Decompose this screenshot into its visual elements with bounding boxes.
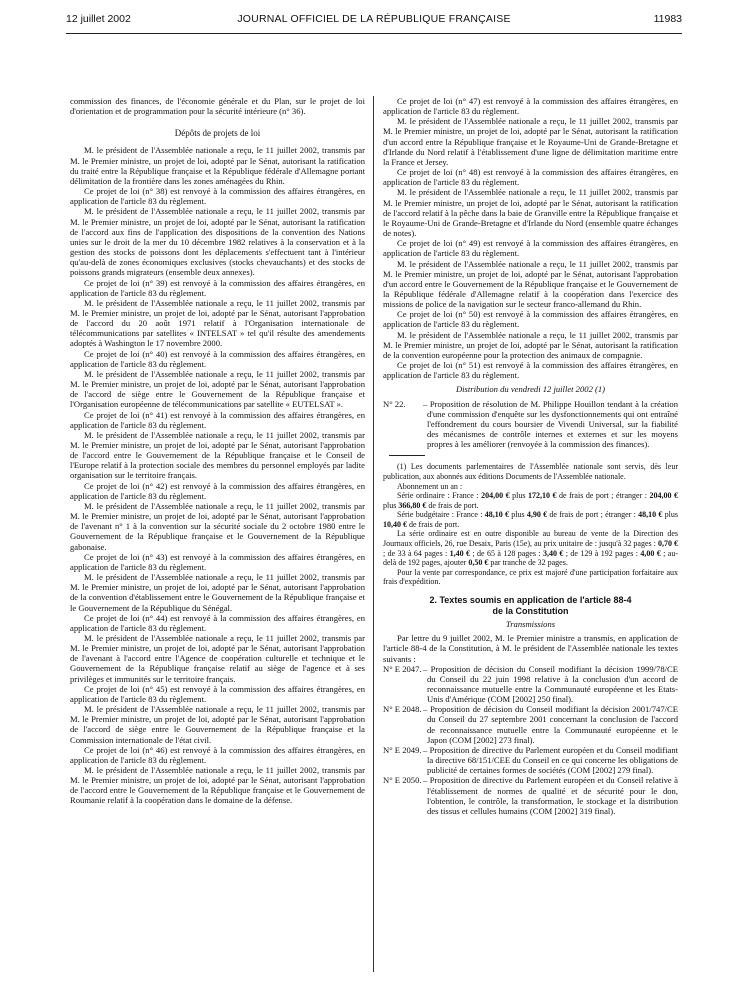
right-column: [383, 96, 678, 816]
transmissions-heading: Transmissions: [505, 619, 556, 630]
footnote-correspondance: Pour la vente par correspondance, ce prix est majoré d'une participation forfaitaire aux frais d'expédition.: [383, 567, 678, 587]
paragraph: M. le président de l'Assemblée nationale a reçu, le 11 juillet 2002, transmis par M. le Premier ministre, un projet de loi, adopté par le Sénat, autorisant la ratification d'un accord entre la République française et le Royaume-Uni de Grande-Bretagne et d'Irlande du Nord relatif à l'établissement d'une ligne de délimitation maritime entre la France et Jersey.: [383, 116, 678, 167]
footnote-serie-budgetaire: Série budgétaire : France : 48,10 € plus 4,90 € de frais de port ; étranger : 48,10 € plus 10,40 € de frais de port.: [383, 510, 678, 529]
header-date: 12 juillet 2002: [66, 13, 131, 25]
item-number: N° 22.: [383, 398, 406, 409]
footnote-text: (1) Les documents parlementaires de l'Assemblée nationale sont servis, dès leur publication, aux abonnés aux éditions Documents de l'Assemblée nationale.: [383, 462, 678, 481]
paragraph: M. le président de l'Assemblée nationale a reçu, le 11 juillet 2002, transmis par M. le Premier ministre, un projet de loi, adopté par le Sénat, autorisant l'approbation de la convention d'établissement entre le Gouvernement de la République française et le Gouvernement de la République du Sénégal.: [70, 572, 365, 613]
section-heading: Dépôts de projets de loi: [174, 128, 261, 139]
transmission-intro: Par lettre du 9 juillet 2002, M. le Premier ministre a transmis, en application de l'article 88-4 de la Constitution, à M. le président de l'Assemblée nationale les textes suivants :: [383, 633, 678, 664]
footnote-abonnement: Abonnement un an :: [397, 481, 463, 491]
paragraph: Ce projet de loi (n° 42) est renvoyé à la commission des affaires étrangères, en application de l'article 83 du règlement.: [70, 480, 365, 501]
proposition-item: [383, 399, 678, 450]
text-item: N° E 2047.– Proposition de décision du Conseil modifiant la décision 1999/78/CE du Conseil du 22 juin 1998 relative à la conclusion d'un accord de reconnaissance mutuelle entre la Communauté européenne et les Etats-Unis d'Amérique (COM [2002] 250 final).: [383, 663, 678, 705]
intro-paragraph: commission des finances, de l'économie générale et du Plan, sur le projet de loi d'orientation et de programmation pour la sécurité intérieure (n° 36).: [70, 96, 365, 117]
footnote-rule: [389, 455, 425, 456]
paragraph: Ce projet de loi (n° 39) est renvoyé à la commission des affaires étrangères, en application de l'article 83 du règlement.: [70, 277, 365, 298]
paragraph: Ce projet de loi (n° 40) est renvoyé à la commission des affaires étrangères, en application de l'article 83 du règlement.: [70, 348, 365, 369]
paragraph: Ce projet de loi (n° 45) est renvoyé à la commission des affaires étrangères, en application de l'article 83 du règlement.: [70, 683, 365, 704]
page-number: 11983: [653, 13, 682, 25]
paragraph: M. le président de l'Assemblée nationale a reçu, le 11 juillet 2002, transmis par M. le Premier ministre, un projet de loi, adopté par le Sénat, autorisant l'approbation de l'accord entre le Gouvernement de la République française et le Gouvernement de Roumanie relatif à la coopération dans le domaine de la défense.: [70, 765, 365, 806]
text-item: N° E 2048.– Proposition de décision du Conseil modifiant la décision 2001/747/CE du Conseil du 27 septembre 2001 concernant la conclusion de l'accord de reconnaissance mutuelle entre la Communauté européenne et le Japon (COM [2002] 273 final).: [383, 704, 678, 745]
paragraph: Ce projet de loi (n° 51) est renvoyé à la commission des affaires étrangères, en application de l'article 83 du règlement.: [383, 360, 678, 381]
paragraph: Ce projet de loi (n° 43) est renvoyé à la commission des affaires étrangères, en application de l'article 83 du règlement.: [70, 551, 365, 572]
paragraph: M. le président de l'Assemblée nationale a reçu, le 11 juillet 2002, transmis par M. le Premier ministre, un projet de loi, adopté par le Sénat, autorisant la ratification de l'accord aux fins de l'application des dispositions de la convention des Nations unies sur le droit de la mer du 10 décembre 1982 relatives à la conservation et à la gestion des stocks de poissons dont les déplacements s'effectuent tant à l'intérieur qu'au-delà de zones économiques exclusives (stocks chevauchants) et des stocks de poissons grands migrateurs (ensemble deux annexes).: [70, 206, 365, 278]
paragraph: M. le président de l'Assemblée nationale a reçu, le 11 juillet 2002, transmis par M. le Premier ministre, un projet de loi, adopté par le Sénat, autorisant l'approbation de l'accord entre le Gouvernement de la République française et le Conseil de l'Europe relatif à la protection sociale des membres du personnel employés par ladite organisation sur le territoire français.: [70, 429, 365, 481]
paragraph: M. le président de l'Assemblée nationale a reçu, le 11 juillet 2002, transmis par M. le Premier ministre, un projet de loi, adopté par le Sénat, autorisant l'approbation de l'avenant à l'accord entre l'Agence de coopération culturelle et technique et le Gouvernement de la République française relatif au siège de l'agence et à ses privilèges et immunités sur le territoire français.: [70, 632, 365, 684]
item-text: – Proposition de résolution de M. Philippe Houillon tendant à la création d'une commission d'enquête sur les dysfonctionnements qui ont entraîné l'effondrement du cours boursier de Vivendi Universal, sur la fiabilité des mécanismes de contrôle internes et externes et sur les moyens propres à les améliorer (renvoyée à la commission des finances).: [423, 398, 678, 450]
paragraph: Ce projet de loi (n° 44) est renvoyé à la commission des affaires étrangères, en application de l'article 83 du règlement.: [70, 612, 365, 633]
header-rule: [66, 33, 682, 34]
paragraph: Ce projet de loi (n° 49) est renvoyé à la commission des affaires étrangères, en application de l'article 83 du règlement.: [383, 238, 678, 259]
paragraph: M. le président de l'Assemblée nationale a reçu, le 11 juillet 2002, transmis par M. le Premier ministre, un projet de loi, adopté par le Sénat, autorisant l'approbation d'un accord entre le Gouvernement de la République française et le Gouvernement de la République fédérale d'Allemagne relatif à la coopération dans l'exercice des missions de police de la navigation sur le secteur franco-allemand du Rhin.: [383, 258, 678, 310]
paragraph: Ce projet de loi (n° 50) est renvoyé à la commission des affaires étrangères, en application de l'article 83 du règlement.: [383, 309, 678, 330]
text-item: N° E 2049.– Proposition de directive du Parlement européen et du Conseil modifiant la directive 68/151/CEE du Conseil en ce qui concerne les obligations de publicité de certaines formes de sociétés (COM [2002] 279 final).: [383, 744, 678, 776]
paragraph: M. le président de l'Assemblée nationale a reçu, le 11 juillet 2002, transmis par M. le Premier ministre, un projet de loi, adopté par le Sénat, autorisant la ratification de la convention européenne pour la protection des animaux de compagnie.: [383, 329, 678, 360]
paragraph: Ce projet de loi (n° 41) est renvoyé à la commission des affaires étrangères, en application de l'article 83 du règlement.: [70, 409, 365, 430]
distribution-heading: Distribution du vendredi 12 juillet 2002 (1): [455, 384, 606, 395]
paragraph: M. le président de l'Assemblée nationale a reçu, le 11 juillet 2002, transmis par M. le Premier ministre, un projet de loi, adopté par le Sénat, autorisant la ratification du traité entre la République française et la République fédérale d'Allemagne portant délimitation de la frontière dans les zones aménagées du Rhin.: [70, 145, 365, 186]
paragraph: Ce projet de loi (n° 47) est renvoyé à la commission des affaires étrangères, en application de l'article 83 du règlement.: [383, 96, 678, 117]
paragraph: M. le président de l'Assemblée nationale a reçu, le 11 juillet 2002, transmis par M. le Premier ministre, un projet de loi, adopté par le Sénat, autorisant l'approbation de l'avenant n° 1 à la convention sur la sécurité sociale du 2 octobre 1980 entre le Gouvernement de la République française et le Gouvernement de la République gabonaise.: [70, 500, 365, 552]
left-column: [70, 96, 365, 806]
paragraph: Ce projet de loi (n° 48) est renvoyé à la commission des affaires étrangères, en application de l'article 83 du règlement.: [383, 167, 678, 188]
footnote-vente: La série ordinaire est en outre disponible au bureau de vente de la Direction des Journaux officiels, 26, rue Desaix, Paris (15e), au prix unitaire de : jusqu'à 32 pages : 0,70 € ; de 33 à 64 pages : 1,40 € ; de 65 à 128 pages : 3,40 € ; de 129 à 192 pages : 4,00 € ; au-delà de 192 pages, ajouter 0,50 € par tranche de 32 pages.: [383, 529, 679, 568]
paragraph: M. le président de l'Assemblée nationale a reçu, le 11 juillet 2002, transmis par M. le Premier ministre, un projet de loi, adopté par le Sénat, autorisant l'approbation de l'accord du 20 août 1971 relatif à l'Organisation internationale de télécommunications par satellites « INTELSAT » tel qu'il résulte des amendements adoptés à Washington le 17 novembre 2000.: [70, 297, 365, 349]
page-header: [66, 13, 682, 29]
paragraph: Ce projet de loi (n° 38) est renvoyé à la commission des affaires étrangères, en application de l'article 83 du règlement.: [70, 186, 365, 207]
section-title: 2. Textes soumis en application de l'article 88-4 de la Constitution: [429, 595, 632, 617]
paragraph: M. le président de l'Assemblée nationale a reçu, le 11 juillet 2002, transmis par M. le Premier ministre, un projet de loi, adopté par le Sénat, autorisant la ratification de l'accord relatif à la pêche dans la baie de Granville entre la République française et le Royaume-Uni de Grande-Bretagne et d'Irlande du Nord (ensemble quatre échanges de notes).: [383, 187, 678, 239]
paragraph: M. le président de l'Assemblée nationale a reçu, le 11 juillet 2002, transmis par M. le Premier ministre, un projet de loi, adopté par le Sénat, autorisant l'approbation de l'accord de siège entre le Gouvernement de la République française et l'Organisation européenne de télécommunications par satellite « EUTELSAT ».: [70, 368, 365, 410]
paragraph: Ce projet de loi (n° 46) est renvoyé à la commission des affaires étrangères, en application de l'article 83 du règlement.: [70, 744, 365, 765]
footnote-serie-ordinaire: Série ordinaire : France : 204,00 € plus 172,10 € de frais de port ; étranger : 204,00 € plus 366,80 € de frais de port.: [383, 491, 679, 510]
column-divider: [373, 96, 374, 972]
text-item: N° E 2050.– Proposition de directive du Parlement européen et du Conseil relative à l'établissement de normes de qualité et de sécurité pour le don, l'obtention, le contrôle, la transformation, le stockage et la distribution des tissus et cellules humains (COM [2002] 319 final).: [383, 775, 678, 816]
footnote: [383, 462, 678, 587]
paragraph: M. le président de l'Assemblée nationale a reçu, le 11 juillet 2002, transmis par M. le Premier ministre, un projet de loi, adopté par le Sénat, autorisant l'approbation de l'accord de siège entre le Gouvernement de la République française et la Commission internationale de l'état civil.: [70, 704, 365, 745]
journal-title: JOURNAL OFFICIEL DE LA RÉPUBLIQUE FRANÇAISE: [237, 13, 511, 25]
